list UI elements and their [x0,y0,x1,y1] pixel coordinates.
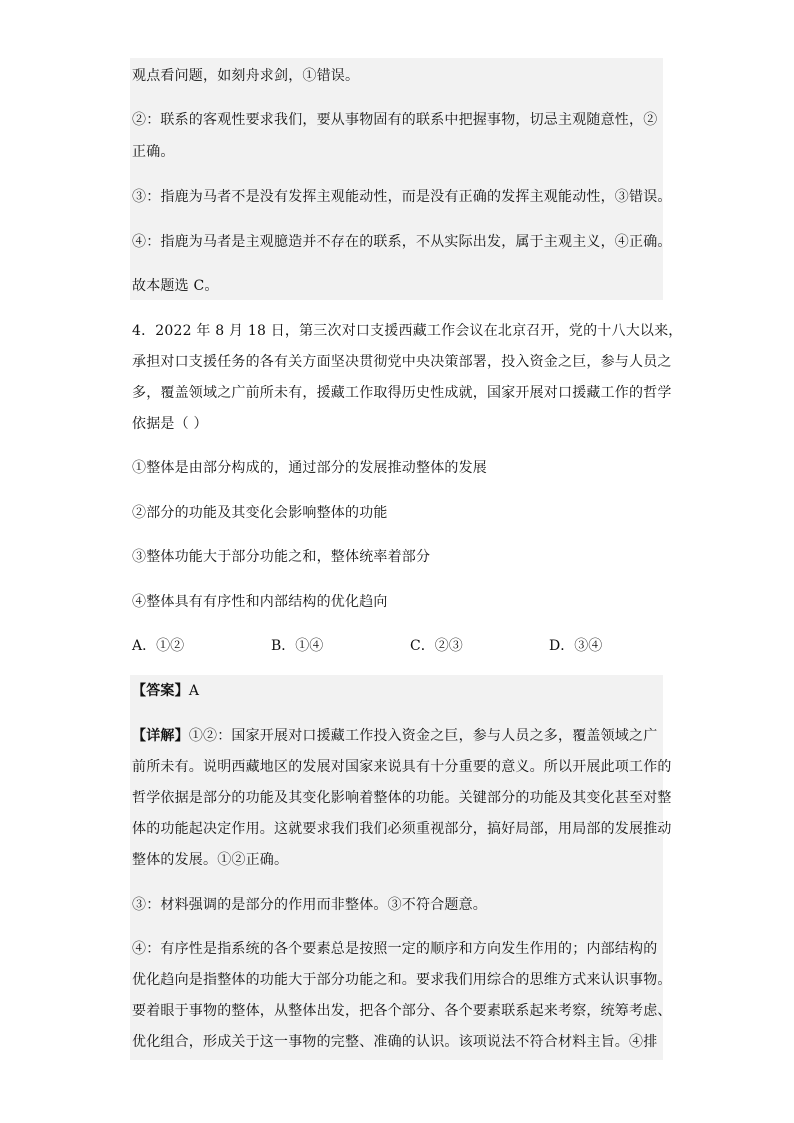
question-stem-line: 承担对口支援任务的各有关方面坚决贯彻党中央决策部署，投入资金之巨，参与人员之 [132,354,672,370]
answer-value: A [188,683,200,699]
question-stem-line: 多，覆盖领域之广前所未有，援藏工作取得历史性成就，国家开展对口援藏工作的哲学 [132,385,672,401]
explanation-line: ③：材料强调的是部分的作用而非整体。③不符合题意。 [132,897,487,913]
explanation-line: 前所未有。说明西藏地区的发展对国家来说具有十分重要的意义。所以开展此项工作的 [132,759,672,775]
explanation-line: 优化组合，形成关于这一事物的完整、准确的认识。该项说法不符合材料主旨。④排 [132,1034,658,1050]
prev-explanation-line: ②：联系的客观性要求我们，要从事物固有的联系中把握事物，切忌主观随意性，② [132,112,658,128]
question-stem-line: 依据是（ ） [132,416,208,432]
question-stem-line: 4．2022 年 8 月 18 日，第三次对口支援西藏工作会议在北京召开，党的十八大以来， [132,323,683,339]
explanation-label: 【详解】 [132,728,189,744]
option-d: D．③④ [549,638,603,654]
prev-explanation-line: 观点看问题，如刻舟求剑，①错误。 [132,68,360,84]
explanation-line: 整体的发展。①②正确。 [132,852,289,868]
prev-explanation-line: ③：指鹿为马者不是没有发挥主观能动性，而是没有正确的发挥主观能动性，③错误。 [132,189,672,205]
explanation-text: ①②：国家开展对口援藏工作投入资金之巨，参与人员之多，覆盖领域之广 [188,728,658,744]
answer-line [132,681,672,701]
question-statement: ②部分的功能及其变化会影响整体的功能 [132,505,388,521]
option-b: B．①④ [271,638,324,654]
explanation-line: 哲学依据是部分的功能及其变化影响着整体的功能。关键部分的功能及其变化甚至对整 [132,790,672,806]
prev-explanation-line: 正确。 [132,144,175,160]
explanation-line: ④：有序性是指系统的各个要素总是按照一定的顺序和方向发生作用的；内部结构的 [132,941,658,957]
option-a: A．①② [132,638,185,654]
question-statement: ①整体是由部分构成的，通过部分的发展推动整体的发展 [132,460,487,476]
option-c: C．②③ [410,638,463,654]
explanation-line: 优化趋向是指整体的功能大于部分功能之和。要求我们用综合的思维方式来认识事物。 [132,972,672,988]
question-statement: ③整体功能大于部分功能之和，整体统率着部分 [132,549,431,565]
explanation-line: 要着眼于事物的整体，从整体出发，把各个部分、各个要素联系起来考察，统筹考虑、 [132,1003,672,1019]
explanation-line: 体的功能起决定作用。这就要求我们我们必须重视部分，搞好局部，用局部的发展推动 [132,821,672,837]
answer-label: 【答案】 [132,683,189,699]
prev-explanation-shade [130,58,663,300]
prev-explanation-line: ④：指鹿为马者是主观臆造并不存在的联系，不从实际出发，属于主观主义，④正确。 [132,234,672,250]
explanation-line [132,726,672,746]
question-statement: ④整体具有有序性和内部结构的优化趋向 [132,594,388,610]
prev-explanation-line: 故本题选 C。 [132,278,219,294]
